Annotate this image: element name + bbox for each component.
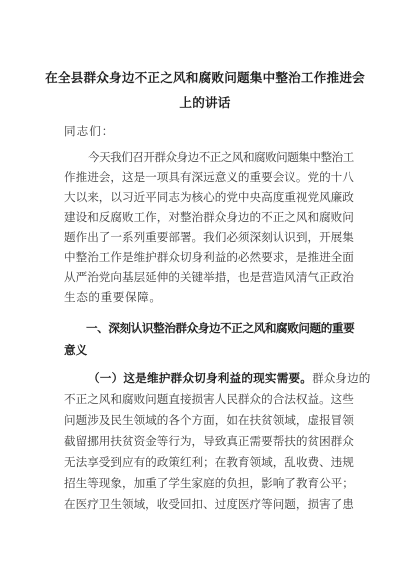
paragraph-line: 无法享受到应有的政策红利；在教育领域，乱收费、违规	[64, 455, 354, 469]
paragraph-line: 从严治党向基层延伸的关键举措，也是营造风清气正政治	[64, 270, 354, 284]
paragraph-line: 在医疗卫生领域，收受回扣、过度医疗等问题，损害了患	[64, 497, 354, 511]
paragraph-line: 生态的重要保障。	[64, 290, 162, 304]
paragraph-line: 作推进会，这是一项具有深远意义的重要会议。党的十八	[64, 170, 354, 184]
paragraph-line: 不正之风和腐败问题直接损害人民群众的合法权益。这些	[64, 392, 354, 406]
salutation: 同志们：	[64, 124, 115, 138]
paragraph-line-rest: 群众身边的	[312, 371, 371, 385]
section-heading-line-1: 一、深刻认识整治群众身边不正之风和腐败问题的重要	[86, 321, 355, 335]
paragraph-line: 题作出了一系列重要部署。我们必须深刻认识到，开展集	[64, 230, 354, 244]
paragraph-line: 大以来，以习近平同志为核心的党中央高度重视党风廉政	[64, 190, 354, 204]
paragraph-line: 中整治工作是维护群众切身利益的必然要求，是推进全面	[64, 250, 354, 264]
paragraph-line: 截留挪用扶贫资金等行为，导致真正需要帮扶的贫困群众	[64, 434, 354, 448]
document-title-line-1: 在全县群众身边不正之风和腐败问题集中整治工作推进会	[45, 70, 365, 85]
section-heading-line-2: 意义	[64, 343, 88, 357]
paragraph-line: 今天我们召开群众身边不正之风和腐败问题集中整治工	[88, 150, 354, 164]
document-title-line-2: 上的讲话	[179, 95, 231, 110]
paragraph-line: 建设和反腐败工作，对整治群众身边的不正之风和腐败问	[64, 210, 354, 224]
subsection-first-line	[88, 371, 370, 385]
subsection-heading: （一）这是维护群众切身利益的现实需要。	[88, 371, 313, 385]
paragraph-line: 招生等现象，加重了学生家庭的负担，影响了教育公平；	[64, 476, 354, 490]
paragraph-line: 问题涉及民生领域的各个方面，如在扶贫领域，虚报冒领	[64, 413, 354, 427]
